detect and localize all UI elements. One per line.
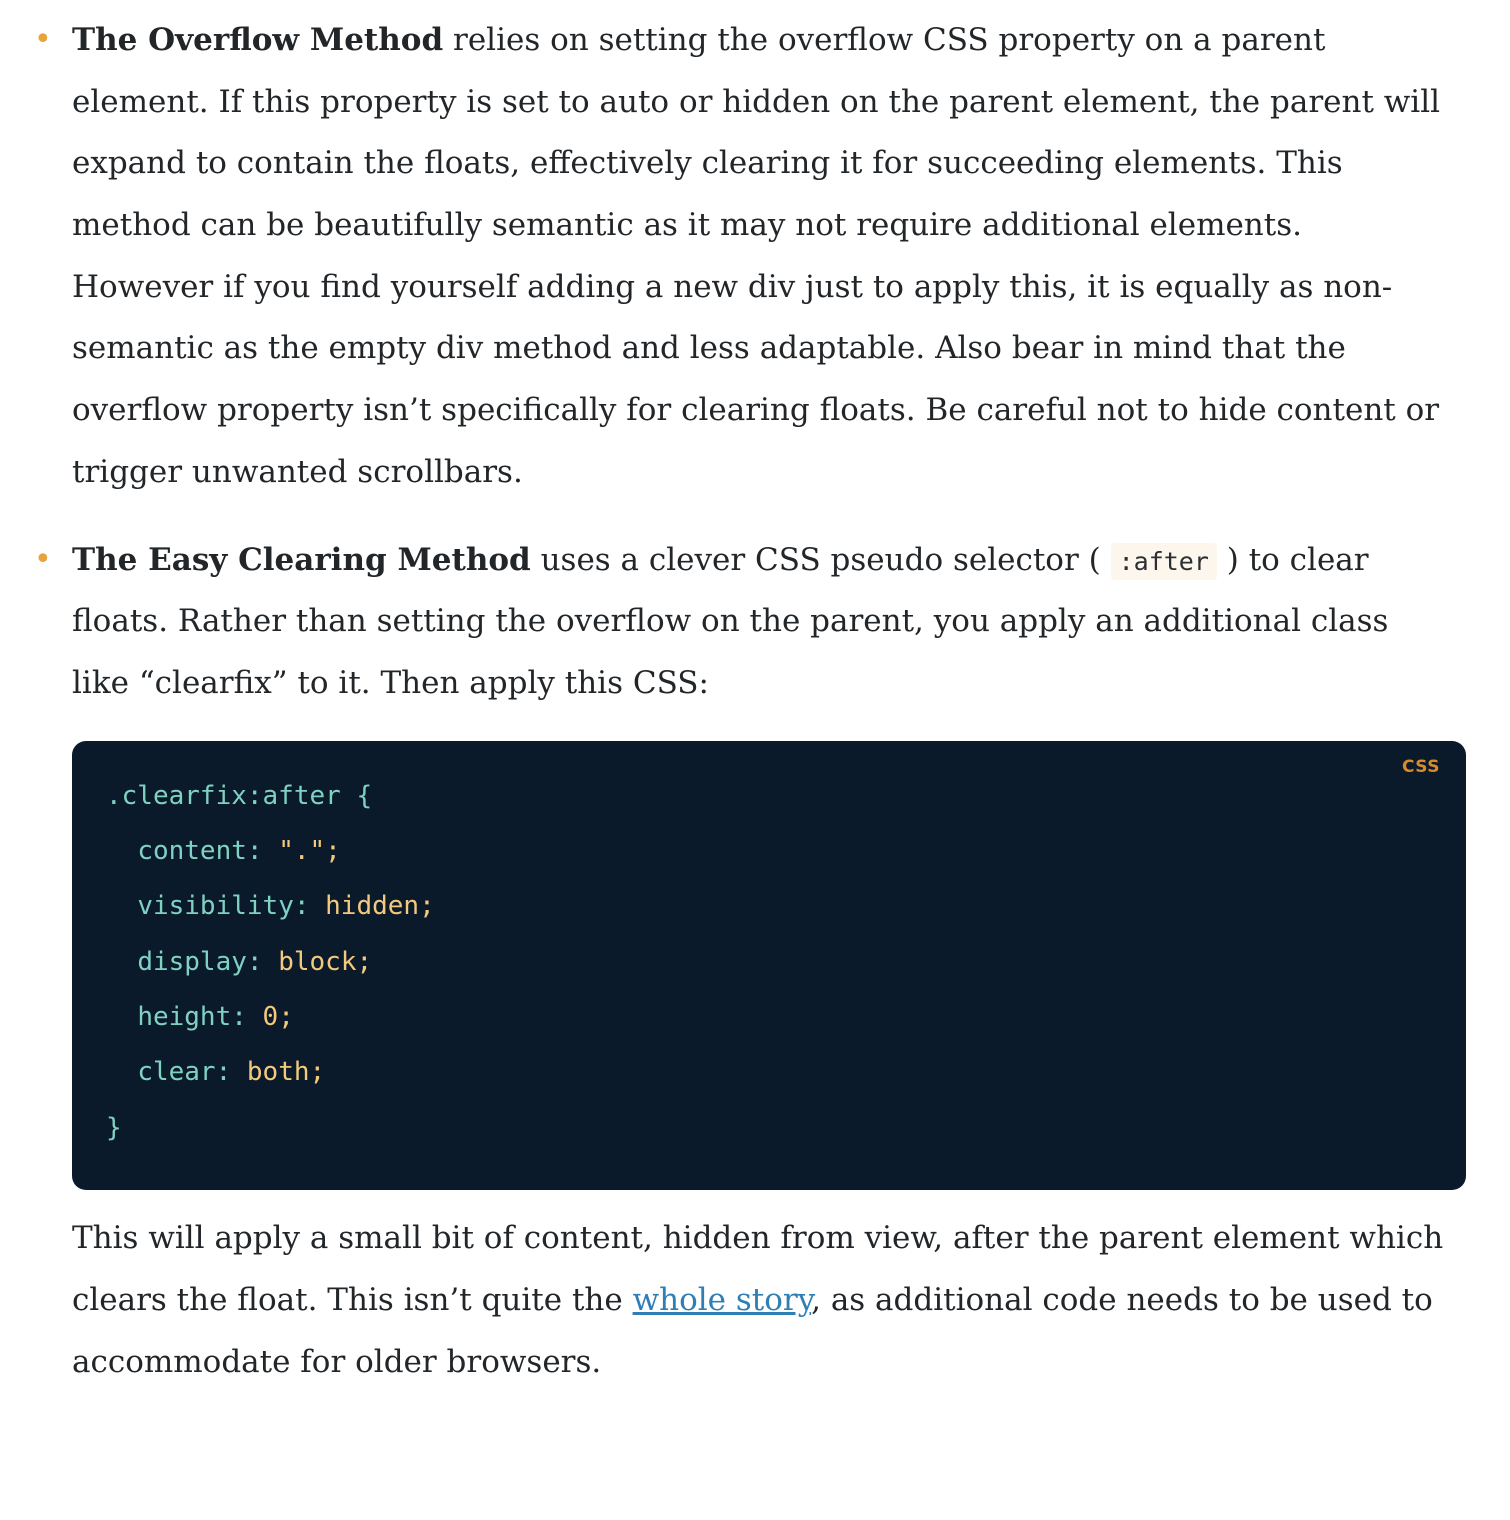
easy-clearing-method-title: The Easy Clearing Method bbox=[72, 541, 531, 578]
code-value-display: block; bbox=[262, 946, 373, 977]
code-value-height: 0; bbox=[246, 1002, 294, 1033]
code-block-content[interactable] bbox=[106, 769, 1432, 1157]
code-value-visibility: hidden; bbox=[309, 891, 435, 922]
code-prop-content: content: bbox=[137, 835, 263, 866]
after-pseudo-selector-code: :after bbox=[1111, 543, 1217, 580]
easy-clearing-text-before: uses a clever CSS pseudo selector ( bbox=[530, 541, 1111, 578]
whole-story-link[interactable]: whole story bbox=[632, 1281, 812, 1318]
closing-paragraph bbox=[72, 1208, 1450, 1393]
easy-clearing-text-after: ) to clear floats. Rather than setting the overflow on the parent, you apply an additional class like “clearfix” to it. Then apply this CSS: bbox=[72, 541, 1389, 701]
code-prop-clear: clear: bbox=[137, 1057, 232, 1088]
code-selector: .clearfix:after bbox=[106, 780, 341, 811]
code-language-label: CSS bbox=[1401, 756, 1440, 777]
code-open-brace: { bbox=[340, 780, 373, 811]
list-item-easy-clearing-method bbox=[16, 530, 1450, 715]
code-prop-display: display: bbox=[137, 946, 263, 977]
closing-paragraph-part2: , as additional code needs to be used to accommodate for older browsers. bbox=[72, 1281, 1433, 1380]
code-block-css bbox=[72, 741, 1466, 1191]
code-prop-visibility: visibility: bbox=[137, 891, 310, 922]
overflow-method-body: relies on setting the overflow CSS property on a parent element. If this property is set to auto or hidden on the parent element, the parent will expand to contain the floats, effectively clearing it for succeeding elements. This method can be beautifully semantic as it may not require additional elements. However if you find yourself adding a new div just to apply this, it is equally as non-semantic as the empty div method and less adaptable. Also bear in mind that the overflow property isn’t specifically for clearing floats. Be careful not to hide content or trigger unwanted scrollbars. bbox=[72, 22, 1441, 490]
code-prop-height: height: bbox=[137, 1002, 247, 1033]
list-item-overflow-method bbox=[16, 10, 1450, 504]
overflow-method-title: The Overflow Method bbox=[72, 22, 444, 58]
code-value-clear: both; bbox=[231, 1057, 326, 1088]
code-close-brace: } bbox=[106, 1112, 122, 1143]
code-value-content: "."; bbox=[262, 835, 341, 866]
closing-paragraph-part1: This will apply a small bit of content, hidden from view, after the parent element which clears the float. This isn’t quite the bbox=[72, 1220, 1444, 1318]
methods-list bbox=[16, 10, 1450, 715]
